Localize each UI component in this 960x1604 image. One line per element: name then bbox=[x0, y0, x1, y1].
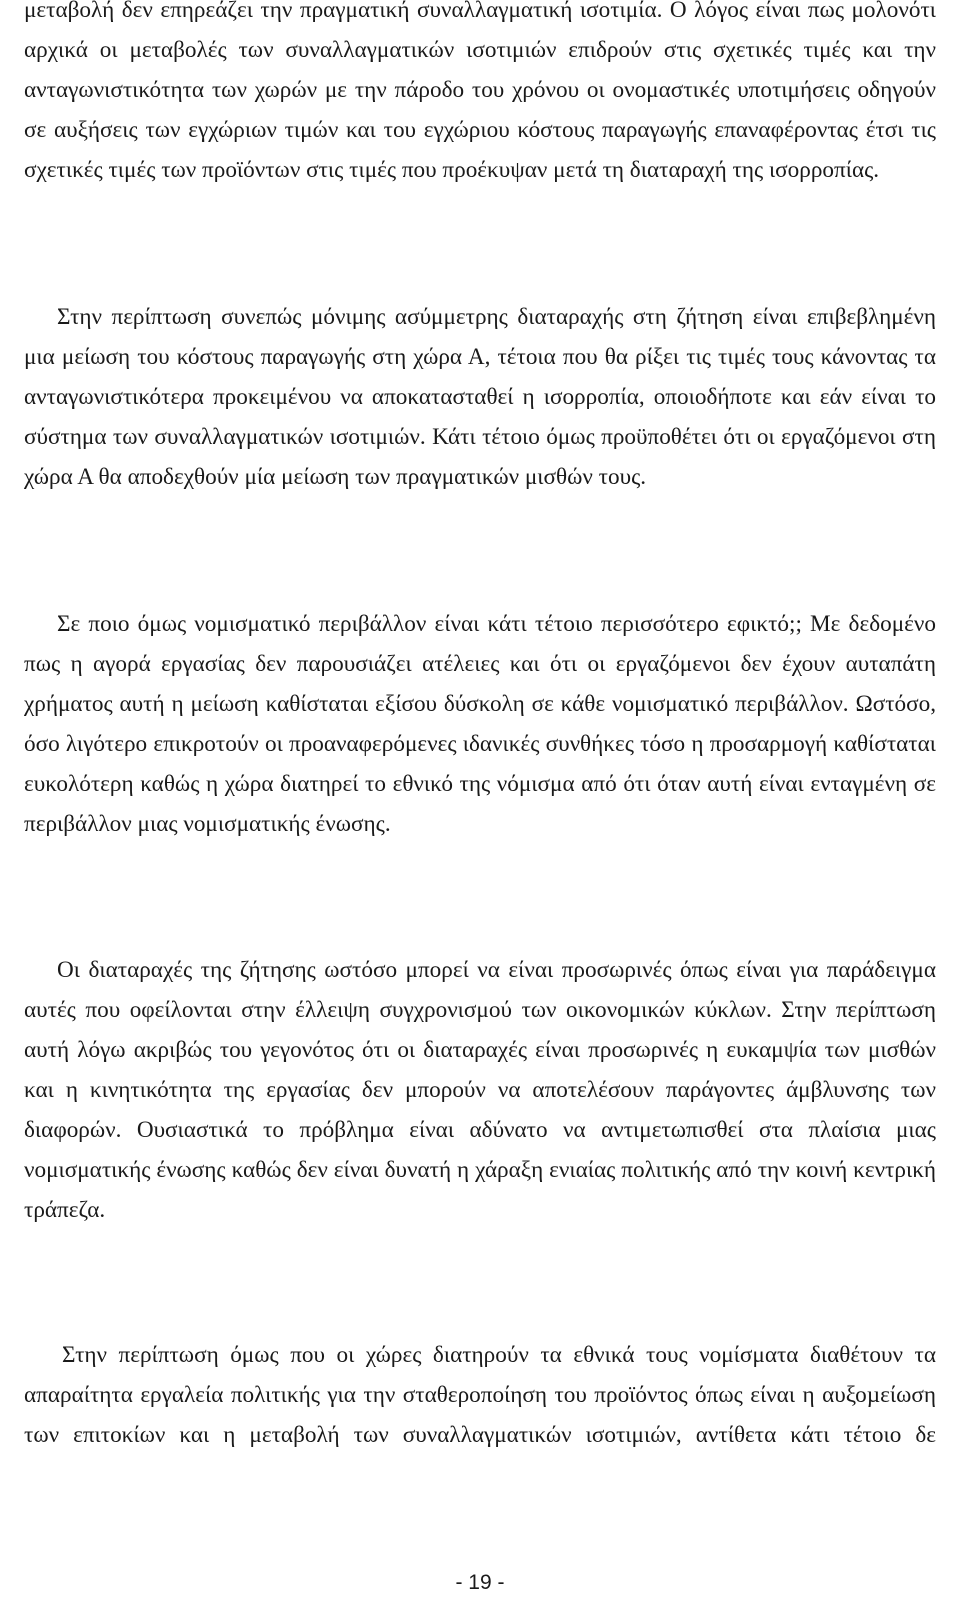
paragraph-exchange-rate-effect: μεταβολή δεν επηρεάζει την πραγματική συναλλαγματική ισοτιμία. Ο λόγος είναι πως μολονότι αρχικά οι μεταβολές των συναλλαγματικών ισοτιμιών επιδρούν στις σχετικές τιμές και την ανταγωνιστικότητα των χωρών με την πάροδο του χρόνου οι ονομαστικές υποτιμήσεις οδηγούν σε αυξήσεις των εγχώριων τιμών και του εγχώριου κόστους παραγωγής επαναφέροντας έτσι τις σχετικές τιμές των προϊόντων στις τιμές που προέκυψαν μετά τη διαταραχή της ισορροπίας. bbox=[24, 0, 936, 183]
page-number: - 19 - bbox=[455, 1571, 505, 1594]
paragraph-national-currencies: Στην περίπτωση όμως που οι χώρες διατηρούν τα εθνικά τους νομίσματα διαθέτουν τα απαραίτητα εργαλεία πολιτικής για την σταθεροποίηση του προϊόντος όπως είναι η αυξοµείωση των επιτοκίων και η μεταβολή των συναλλαγματικών ισοτιμιών, αντίθετα κάτι τέτοιο δε bbox=[24, 1342, 936, 1448]
paragraph-monetary-environment: Σε ποιο όμως νομισματικό περιβάλλον είναι κάτι τέτοιο περισσότερο εφικτό;; Με δεδομένο πως η αγορά εργασίας δεν παρουσιάζει ατέλειες και ότι οι εργαζόμενοι δεν έχουν αυταπάτη χρήματος αυτή η μείωση καθίσταται εξίσου δύσκολη σε κάθε νομισματικό περιβάλλον. Ωστόσο, όσο λιγότερο επικροτούν οι προαναφερόμενες ιδανικές συνθήκες τόσο η προσαρμογή καθίσταται ευκολότερη καθώς η χώρα διατηρεί το εθνικό της νόμισμα από ότι όταν αυτή είναι ενταγμένη σε περιβάλλον μιας νομισματικής ένωσης. bbox=[24, 611, 936, 837]
paragraph-permanent-demand-shock: Στην περίπτωση συνεπώς μόνιμης ασύμμετρης διαταραχής στη ζήτηση είναι επιβεβλημένη μια μείωση του κόστους παραγωγής στη χώρα Α, τέτοια που θα ρίξει τις τιμές τους κάνοντας τα ανταγωνιστικότερα προκειμένου να αποκατασταθεί η ισορροπία, οποιοδήποτε και εάν είναι το σύστημα των συναλλαγματικών ισοτιμιών. Κάτι τέτοιο όμως προϋποθέτει ότι οι εργαζόμενοι στη χώρα Α θα αποδεχθούν μία μείωση των πραγματικών μισθών τους. bbox=[24, 304, 936, 490]
paragraph-temporary-demand-shocks: Οι διαταραχές της ζήτησης ωστόσο μπορεί να είναι προσωρινές όπως είναι για παράδειγμα αυτές που οφείλονται στην έλλειψη συγχρονισμού των οικονομικών κύκλων. Στην περίπτωση αυτή λόγω ακριβώς του γεγονότος ότι οι διαταραχές είναι προσωρινές η ευκαμψία των μισθών και η κινητικότητα της εργασίας δεν μπορούν να αποτελέσουν παράγοντες άμβλυνσης των διαφορών. Ουσιαστικά το πρόβλημα είναι αδύνατο να αντιμετωπισθεί στα πλαίσια μιας νομισματικής ένωσης καθώς δεν είναι δυνατή η χάραξη ενιαίας πολιτικής από την κοινή κεντρική τράπεζα. bbox=[24, 957, 936, 1223]
